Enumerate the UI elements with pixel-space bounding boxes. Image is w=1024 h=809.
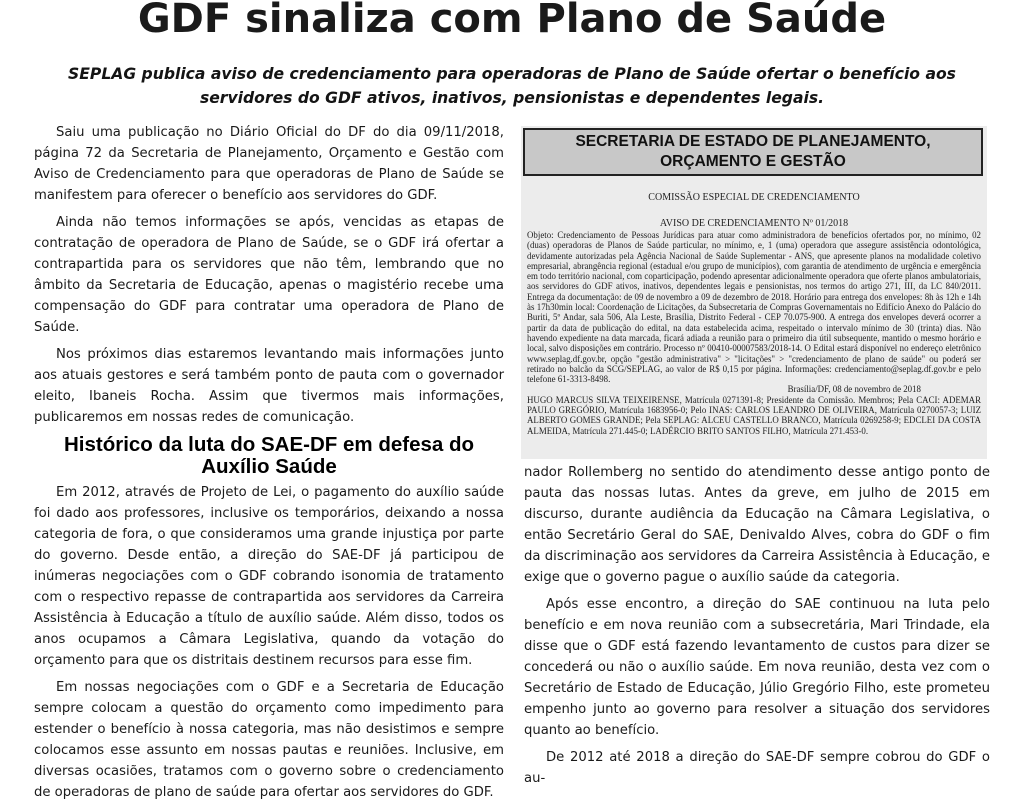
official-notice-clipping — [521, 126, 987, 459]
paragraph: Ainda não temos informações se após, vencidas as etapas de contratação de operadora de Plano de Saúde, se o GDF irá ofertar a contrapartida para os servidores que não têm, lembrando que no âmbito da Secretaria de Educação, apenas o magistério recebe uma compensação do GDF para contratar uma operadora de Plano de Saúde. — [34, 215, 504, 335]
paragraph: Após esse encontro, a direção do SAE continuou na luta pelo benefício e em nova reunião com a subsecretária, Mari Trindade, ela disse que o GDF está fazendo levantamento de custos para dizer se concederá ou não o auxílio saúde. Em nova reunião, desta vez com o Secretário de Estado de Educação, Júlio Gregório Filho, este prometeu empenho junto ao governo para resolver a situação dos servidores quanto ao benefício. — [524, 597, 990, 738]
notice-header — [523, 128, 983, 176]
paragraph: Nos próximos dias estaremos levantando mais informações junto aos atuais gestores e será também ponto de pauta com o governador eleito, Ibaneis Rocha. Assim que tivermos mais informações, publicaremos em nossas redes de comunicação. — [34, 347, 504, 425]
notice-body — [527, 230, 981, 436]
paragraph: nador Rollemberg no sentido do atendimento desse antigo ponto de pauta das nossas lutas. Antes da greve, em julho de 2015 em discurso, durante audiência da Educação na Câmara Legislativa, o então Secretário Geral do SAE, Denivaldo Alves, cobra do GDF o fim da discriminação aos servidores da Carreira Assistência à Educação, e exige que o governo pague o auxílio saúde da categoria. — [524, 465, 990, 585]
notice-commission: COMISSÃO ESPECIAL DE CREDENCIAMENTO — [648, 192, 860, 203]
left-column — [34, 122, 504, 809]
paragraph: Em nossas negociações com o GDF e a Secretaria de Educação sempre colocam a questão do orçamento como impedimento para estender o benefício à nossa categoria, mas não desistimos e sempre colocamos esse assunto em nossas pautas e reuniões. Inclusive, em diversas ocasiões, tratamos com o governo sobre o credenciamento de operadoras de plano de saúde para ofertar aos servidores do GDF. — [34, 680, 504, 800]
notice-date: Brasília/DF, 08 de novembro de 2018 — [787, 384, 921, 395]
notice-body-text: Objeto: Credenciamento de Pessoas Jurídicas para atuar como administradora de benefícios ofertados por, no mínimo, 02 (duas) operadoras de Planos de Saúde particular, no mínimo, e, 1 (uma) operadora que assegure assistência odontológica, devidamente autorizadas pela Agência Nacional de Saúde Suplementar - ANS, que apresente planos na modalidade coletivo empresarial, abrangência regional (estadual e/ou grupo de municípios), com garantia de atendimento de urgência e emergência em todo território nacional, com coparticipação, podendo apresentar adicionalmente operadora que oferte planos ambulatoriais, aos servidores do GDF ativos, inativos, dependentes legais e pensionistas, nos termos do artigo 271, III, da LC 840/2011. Entrega da documentação: de 09 de novembro a 09 de dezembro de 2018. Horário para entrega dos envelopes: 8h às 12h e 14h às 17h30min local: Coordenação de Licitações, da Subsecretaria de Compras Governamentais no Edifício Anexo do Palácio do Buriti, 5º Andar, sala 506, Ala Leste, Brasília, Distrito Federal - CEP 70.075-900. A entrega dos envelopes deverá ocorrer a partir da data de publicação do edital, na data estabelecida acima, respeitado o intervalo mínimo de 30 (trinta) dias. Não havendo expediente na data marcada, ficará adiada a reunião para o primeiro dia útil subsequente, mantido o mesmo horário e local, salvo disposições em contrário. Processo nº 00410-00007583/2018-14. O Edital estará disponível no endereço eletrônico www.seplag.df.gov.br, opção "gestão administrativa" > "licitações" > "credenciamento de plano de saúde" ou poderá ser retirado no balcão da SCG/SEPLAG, ao valor de R$ 0,15 por página. Informações: credenciamento@seplag.df.gov.br e pelo telefone 61-3313-8498. — [527, 230, 981, 385]
article-title: GDF sinaliza com Plano de Saúde — [137, 0, 887, 42]
section-heading: Histórico da luta do SAE-DF em defesa do Auxílio Saúde — [63, 433, 475, 478]
right-column — [524, 462, 990, 795]
article-subtitle: SEPLAG publica aviso de credenciamento para operadoras de Plano de Saúde ofertar o benefício aos servidores do GDF ativos, inativos, pensionistas e dependentes legais. — [68, 65, 956, 107]
paragraph: Saiu uma publicação no Diário Oficial do DF do dia 09/11/2018, página 72 da Secretaria de Planejamento, Orçamento e Gestão com Aviso de Credenciamento para que operadoras de Plano de Saúde se manifestem para oferecer o benefício aos servidores do GDF. — [34, 125, 504, 203]
notice-header-line: SECRETARIA DE ESTADO DE PLANEJAMENTO, — [575, 133, 931, 150]
notice-aviso-title: AVISO DE CREDENCIAMENTO Nº 01/2018 — [659, 218, 849, 229]
paragraph: De 2012 até 2018 a direção do SAE-DF sempre cobrou do GDF o au- — [524, 750, 990, 786]
notice-signatures: HUGO MARCUS SILVA TEIXEIRENSE, Matrícula 0271391-8; Presidente da Comissão. Membros; Pela CACI: ADEMAR PAULO GREGÓRIO, Matrícula 1683956-0; Pelo INAS: CARLOS LEANDRO DE OLIVEIRA, Matrícula 0270057-3; LUIZ ALBERTO GOMES GRANDE; Pela SEPLAG: ALCEU CASTELLO BRANCO, Matrícula 0269258-9; EDCLEI DA COSTA ALMEIDA, Matrícula 271.445-0; LADÉRCIO BRITO SANTOS FILHO, Matrícula 271.453-0. — [527, 394, 981, 436]
notice-header-line: ORÇAMENTO E GESTÃO — [660, 153, 846, 170]
paragraph: Em 2012, através de Projeto de Lei, o pagamento do auxílio saúde foi dado aos professores, inclusive os temporários, deixando a nossa categoria de fora, o que consideramos uma grande injustiça por parte do governo. Desde então, a direção do SAE-DF já participou de inúmeras negociações com o GDF cobrando isonomia de tratamento com o respectivo repasse de contrapartida aos servidores da Carreira Assistência à Educação a título de auxílio saúde. Além disso, todos os anos ocupamos a Câmara Legislativa, quando da votação do orçamento para que os distritais destinem recursos para esse fim. — [34, 485, 504, 668]
